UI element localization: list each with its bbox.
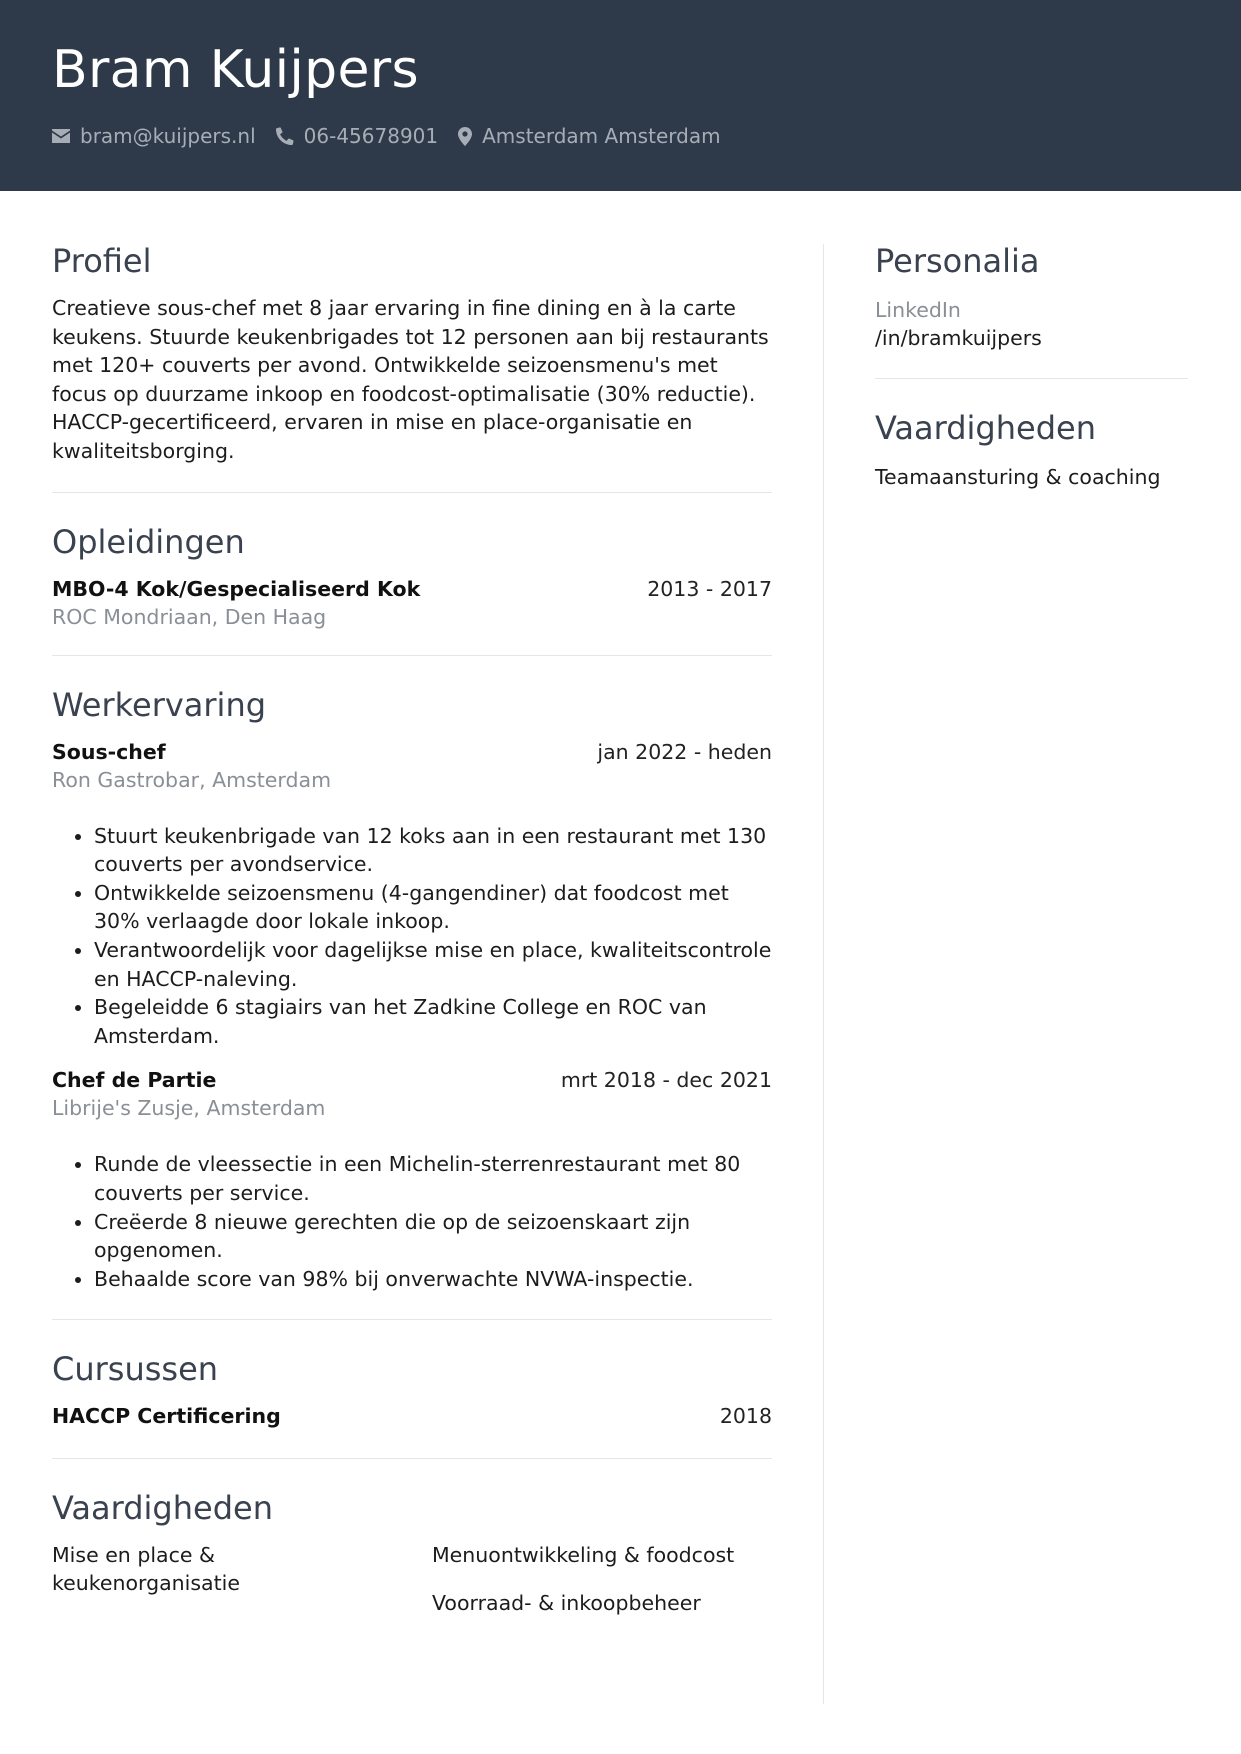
education-entry <box>52 575 772 631</box>
sidebar-skills-title: Vaardigheden <box>875 409 1096 447</box>
course-entry <box>52 1402 772 1430</box>
job-bullet: • Ontwikkelde seizoensmenu (4-gangendiner) dat foodcost met 30% verlaagde door lokale inkoop. <box>94 879 772 936</box>
experience-title: Werkervaring <box>52 685 267 724</box>
job-bullet: • Creëerde 8 nieuwe gerechten die op de seizoenskaart zijn opgenomen. <box>94 1208 772 1265</box>
job-bullet: • Verantwoordelijk voor dagelijkse mise en place, kwaliteitscontrole en HACCP-naleving. <box>94 936 772 993</box>
phone-text[interactable]: 06-45678901 <box>303 124 439 148</box>
skills-title: Vaardigheden <box>52 1489 273 1528</box>
experience-entry <box>52 738 772 1051</box>
profile-text: Creatieve sous-chef met 8 jaar ervaring in fine dining en à la carte keukens. Stuurde keukenbrigades tot 12 personen aan bij restaurants met 120+ couverts per avond. Ontwikkelde seizoensmenu's met focus op duurzame inkoop en foodcost-optimalisatie (30% reductie). HACCP-gecertificeerd, ervaren in mise en place-organisatie en kwaliteitsborging. <box>52 296 769 463</box>
skill-item: Menuontwikkeling & foodcost <box>432 1543 735 1568</box>
linkedin-value[interactable]: /in/bramkuijpers <box>875 326 1042 350</box>
section-divider <box>52 655 772 656</box>
main-column <box>52 240 772 1617</box>
profile-section <box>52 240 772 466</box>
sidebar-skill-item: Teamaansturing & coaching <box>875 465 1161 489</box>
profile-title: Profiel <box>52 242 152 280</box>
column-divider <box>823 244 824 1704</box>
courses-section <box>52 1348 772 1430</box>
education-degree: MBO-4 Kok/Gespecialiseerd Kok <box>52 576 421 601</box>
job-title: Sous-chef <box>52 739 166 764</box>
contact-email <box>52 124 256 148</box>
skills-column-1 <box>52 1541 432 1617</box>
job-bullet: • Behaalde score van 98% bij onverwachte NVWA-inspectie. <box>94 1265 772 1294</box>
job-employer: Librije's Zusje, Amsterdam <box>52 1096 326 1121</box>
education-school: ROC Mondriaan, Den Haag <box>52 604 327 629</box>
education-title: Opleidingen <box>52 522 245 561</box>
education-date: 2013 - 2017 <box>647 576 772 601</box>
job-bullet: • Stuurt keukenbrigade van 12 koks aan in een restaurant met 130 couverts per avondservice. <box>94 822 772 879</box>
map-pin-icon <box>458 127 472 146</box>
job-date: mrt 2018 - dec 2021 <box>560 1068 772 1093</box>
phone-icon <box>276 127 294 145</box>
location-text: Amsterdam Amsterdam <box>482 124 721 148</box>
section-divider <box>875 378 1188 379</box>
job-date: jan 2022 - heden <box>597 739 772 764</box>
job-bullet: • Runde de vleessectie in een Michelin-sterrenrestaurant met 80 couverts per service. <box>94 1150 772 1207</box>
section-divider <box>52 1319 772 1320</box>
courses-title: Cursussen <box>52 1350 219 1389</box>
section-divider <box>52 1458 772 1459</box>
sidebar <box>875 240 1188 491</box>
linkedin-label: LinkedIn <box>875 298 961 322</box>
course-title: HACCP Certificering <box>52 1404 281 1429</box>
job-title: Chef de Partie <box>52 1068 217 1093</box>
candidate-name: Bram Kuijpers <box>52 40 419 100</box>
skill-item: Voorraad- & inkoopbeheer <box>432 1591 701 1616</box>
resume-header <box>0 0 1241 191</box>
course-date: 2018 <box>719 1404 772 1429</box>
skills-column-2 <box>432 1541 772 1617</box>
contact-bar <box>52 122 741 150</box>
job-bullet: • Begeleidde 6 stagiairs van het Zadkine College en ROC van Amsterdam. <box>94 993 772 1050</box>
job-bullets <box>52 822 772 1051</box>
education-section <box>52 521 772 631</box>
linkedin-block <box>875 296 1188 352</box>
skills-section <box>52 1487 772 1617</box>
section-divider <box>52 492 772 493</box>
skill-item: Mise en place & keukenorganisatie <box>52 1543 240 1596</box>
personal-title: Personalia <box>875 242 1040 280</box>
skills-grid <box>52 1541 772 1617</box>
envelope-icon <box>52 129 70 143</box>
contact-phone <box>276 124 438 148</box>
contact-location <box>458 124 720 148</box>
job-employer: Ron Gastrobar, Amsterdam <box>52 767 332 792</box>
experience-section <box>52 684 772 1294</box>
experience-entry <box>52 1066 772 1293</box>
job-bullets <box>52 1150 772 1293</box>
email-text[interactable]: bram@kuijpers.nl <box>80 124 256 148</box>
